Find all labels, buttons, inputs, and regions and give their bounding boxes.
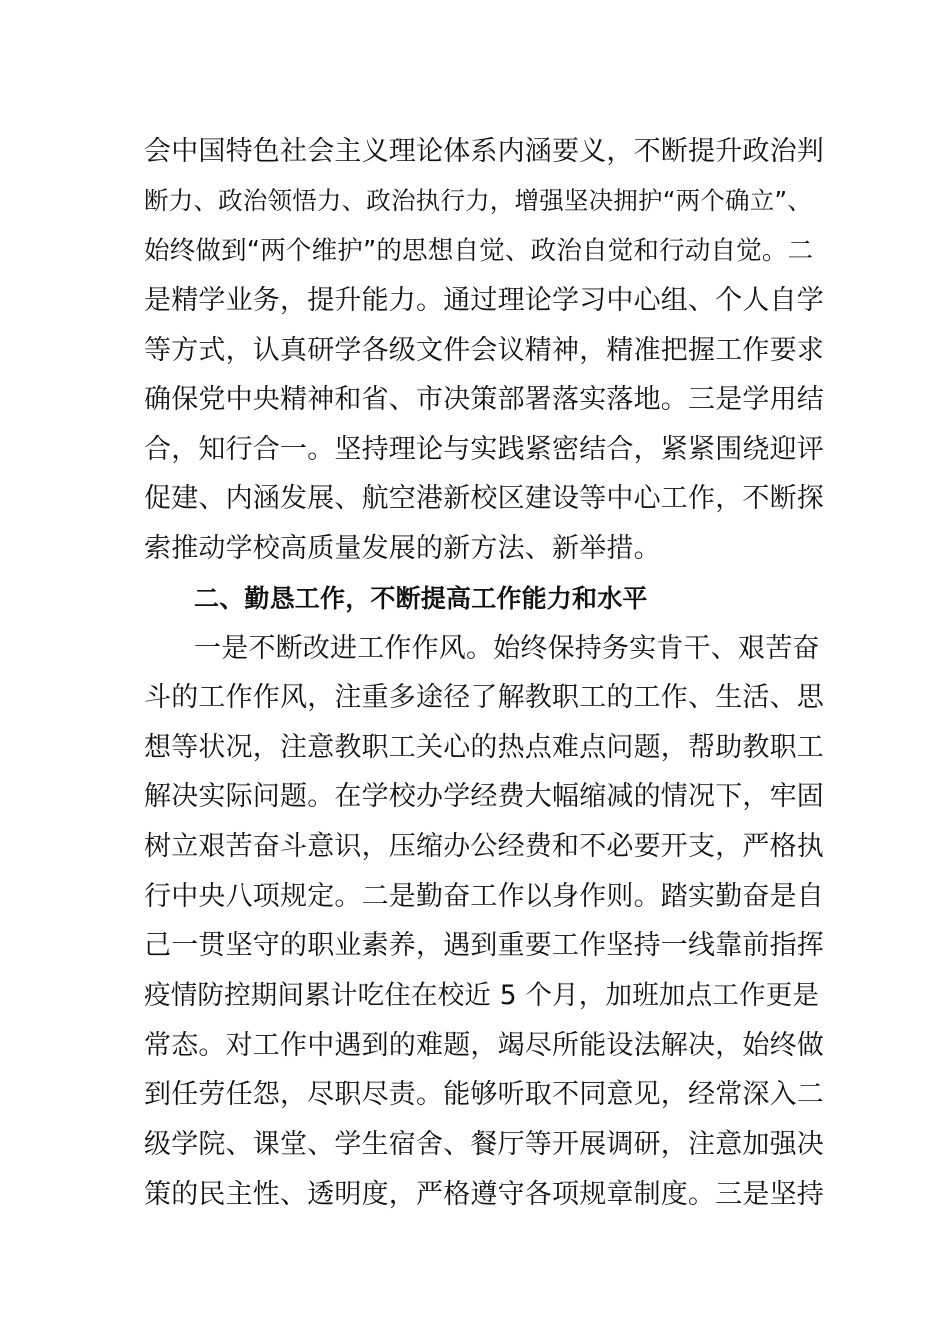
text-line-4: 是精学业务，提升能力。通过理论学习中心组、个人自学 [144,285,824,316]
text-line-8: 促建、内涵发展、航空港新校区建设等中心工作，不断探 [144,483,824,514]
text-line-13: 想等状况，注意教职工关心的热点难点问题，帮助教职工 [144,732,824,763]
text-line-12: 斗的工作作风，注重多途径了解教职工的工作、生活、思 [144,682,824,713]
text-line-9: 索推动学校高质量发展的新方法、新举措。 [144,533,661,564]
text-line-18: 疫情防控期间累计吃住在校近 5 个月，加班加点工作更是 [144,980,820,1011]
text-line-14: 解决实际问题。在学校办学经费大幅缩减的情况下，牢固 [144,781,824,812]
text-line-17: 己一贯坚守的职业素养，遇到重要工作坚持一线靠前指挥 [144,930,824,961]
text-line-21: 级学院、课堂、学生宿舍、餐厅等开展调研，注意加强决 [144,1129,824,1160]
text-line-16: 行中央八项规定。二是勤奋工作以身作则。踏实勤奋是自 [144,881,824,912]
text-line-2: 断力、政治领悟力、政治执行力，增强坚决拥护“两个确立”、 [144,186,812,215]
text-line-19: 常态。对工作中遇到的难题，竭尽所能设法解决，始终做 [144,1030,824,1061]
text-line-22: 策的民主性、透明度，严格遵守各项规章制度。三是坚持 [144,1179,824,1210]
text-line-3: 始终做到“两个维护”的思想自觉、政治自觉和行动自觉。二 [144,236,814,266]
text-line-6: 确保党中央精神和省、市决策部署落实落地。三是学用结 [144,384,824,415]
text-line-15: 树立艰苦奋斗意识，压缩办公经费和不必要开支，严格执 [144,831,824,862]
text-line-5: 等方式，认真研学各级文件会议精神，精准把握工作要求 [144,335,824,366]
text-line-20: 到任劳任怨，尽职尽责。能够听取不同意见，经常深入二 [144,1079,824,1110]
text-line-1: 会中国特色社会主义理论体系内涵要义，不断提升政治判 [144,136,824,167]
section-heading: 二、勤恳工作，不断提高工作能力和水平 [194,584,648,613]
text-line-7: 合，知行合一。坚持理论与实践紧密结合，紧紧围绕迎评 [144,434,824,465]
text-line-11: 一是不断改进工作作风。始终保持务实肯干、艰苦奋 [194,633,820,664]
